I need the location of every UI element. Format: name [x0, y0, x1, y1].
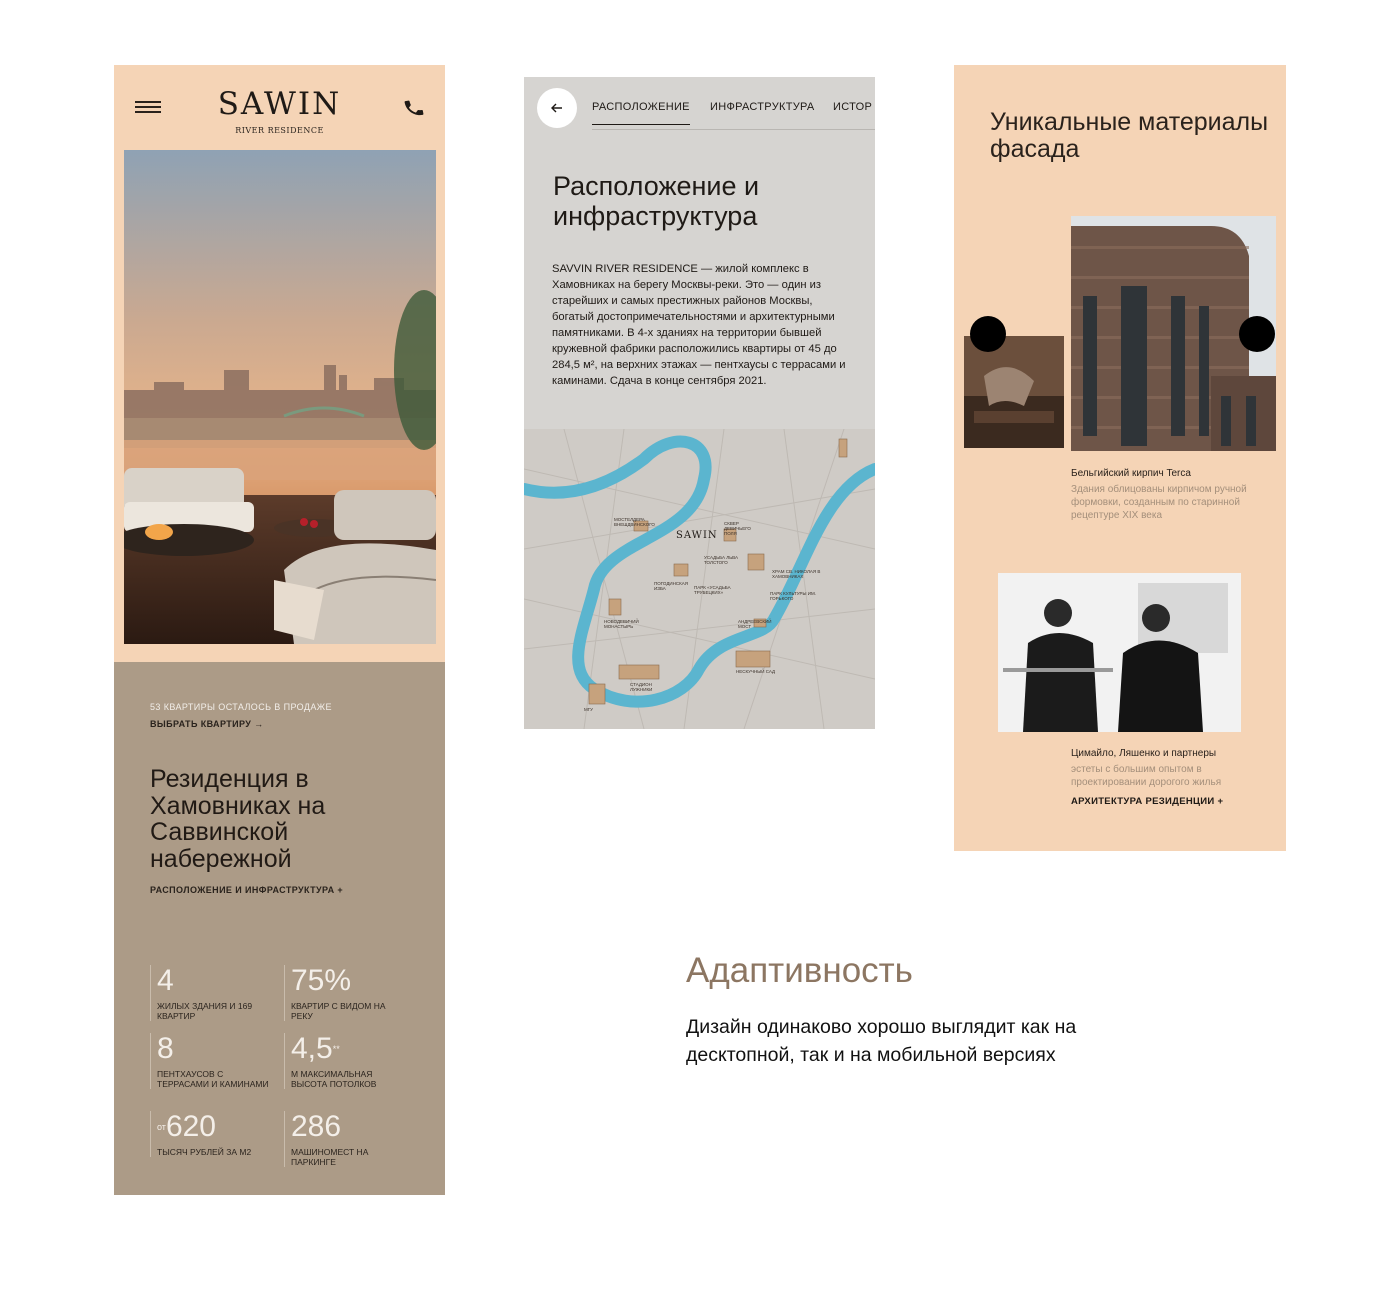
stat-label: МАШИНОМЕСТ НА ПАРКИНГЕ: [291, 1147, 369, 1167]
map-label: АНДРЕЕВСКИЙ МОСТ: [738, 619, 772, 629]
map-label: МГУ: [584, 707, 594, 712]
mobile-home-screen: [114, 65, 445, 1195]
location-description: SAVVIN RIVER RESIDENCE — жилой комплекс в Хамовниках на берегу Москвы-реки. Это — один из старейших и самых престижных районов Москвы, богатый достопримечательностями и архитектурными памятниками. В 4-х зданиях на территории бывшей кружевной фабрики расположились квартиры от 45 до 284,5 м², на верхних этажах — пентхаусы с террасами и каминами. Сдача в конце сентября 2021.: [552, 263, 846, 387]
map-logo: SAWIN: [676, 530, 718, 541]
stat-number-sup: от: [157, 1122, 166, 1132]
architects-photo: [998, 573, 1241, 732]
map-graphic: [524, 429, 875, 729]
architects-description: эстеты с большим опытом в проектировании дорогого жилья: [1071, 764, 1222, 788]
adaptivity-title: Адаптивность: [686, 951, 913, 990]
mobile-location-screen: [524, 77, 875, 729]
tab-infrastructure[interactable]: ИНФРАСТРУКТУРА: [710, 101, 815, 113]
tab-location[interactable]: РАСПОЛОЖЕНИЕ: [592, 101, 690, 125]
stat-number: [291, 1033, 404, 1065]
stat-penthouses: [150, 1033, 270, 1089]
stats-grid: [150, 965, 410, 1175]
stat-number: 4: [157, 964, 174, 997]
map-label: НОВОДЕВИЧИЙ МОНАСТЫРЬ: [604, 619, 639, 629]
stat-number: 286: [291, 1110, 342, 1143]
stat-number: [157, 1111, 270, 1143]
choose-apartment-link[interactable]: ВЫБРАТЬ КВАРТИРУ →: [150, 719, 264, 729]
map-label: УСАДЬБА ЛЬВА ТОЛСТОГО: [704, 555, 739, 565]
brick-caption: Бельгийский кирпич Terca: [1071, 468, 1191, 479]
map-label: СКВЕР ДЕВИЧЬЕГО ПОЛЯ: [724, 521, 751, 536]
logo-subtitle: RIVER RESIDENCE: [235, 126, 324, 135]
stat-label: ТЫСЯЧ РУБЛЕЙ ЗА М2: [157, 1147, 252, 1157]
residence-title: Резиденция в Хамовниках на Саввинской набережной: [150, 765, 326, 873]
stat-label: ПЕНТХАУСОВ С ТЕРРАСАМИ И КАМИНАМИ: [157, 1069, 269, 1089]
logo[interactable]: SAWIN: [217, 86, 342, 122]
hero-photo-area: [114, 150, 445, 662]
intro-section: [114, 662, 445, 1195]
map-label: ПАРК «УСАДЬБА ТРУБЕЦКИХ»: [694, 585, 731, 595]
stat-parking: [284, 1111, 404, 1167]
stat-buildings: [150, 965, 270, 1021]
stat-number-value: 4,5: [291, 1032, 333, 1065]
brick-description: Здания облицованы кирпичом ручной формовки, созданным по старинной рецептуре XIX века: [1071, 484, 1247, 521]
terrace-photo: [124, 150, 436, 644]
carousel-prev-button[interactable]: [970, 316, 1006, 352]
mobile-materials-screen: [954, 65, 1286, 851]
apartments-left-text: 53 КВАРТИРЫ ОСТАЛОСЬ В ПРОДАЖЕ: [150, 702, 332, 712]
tab-history[interactable]: ИСТОР: [833, 101, 873, 113]
stat-number-sup: **: [332, 1044, 340, 1054]
stat-price: [150, 1111, 270, 1157]
map-label: ПОГОДИНСКАЯ ИЗБА: [654, 581, 688, 591]
location-link[interactable]: РАСПОЛОЖЕНИЕ И ИНФРАСТРУКТУРА +: [150, 885, 344, 895]
header: [114, 65, 445, 150]
carousel-next-button[interactable]: [1239, 316, 1275, 352]
map-label: НЕСКУЧНЫЙ САД: [736, 669, 776, 674]
materials-title: Уникальные материалы фасада: [990, 108, 1269, 163]
phone-icon[interactable]: [403, 97, 425, 119]
stat-label: М МАКСИМАЛЬНАЯ ВЫСОТА ПОТОЛКОВ: [291, 1069, 377, 1089]
arrow-left-icon: [537, 88, 577, 128]
stat-number: 8: [157, 1032, 174, 1065]
stat-ceiling: [284, 1033, 404, 1089]
architecture-link[interactable]: АРХИТЕКТУРА РЕЗИДЕНЦИИ +: [1071, 796, 1224, 807]
craftsman-photo: [964, 336, 1064, 448]
location-title: Расположение и инфраструктура: [553, 171, 760, 231]
stat-label: КВАРТИР С ВИДОМ НА РЕКУ: [291, 1001, 386, 1021]
map-label: МОСТЕЛДЕРА ВНЕШДВИНСКОГО: [614, 517, 655, 527]
stat-number: 75%: [291, 964, 352, 997]
map-label: ХРАМ СВ. НИКОЛАЯ В ХАМОВНИКАХ: [772, 569, 821, 579]
architects-caption: Цимайло, Ляшенко и партнеры: [1071, 748, 1217, 759]
back-button[interactable]: [537, 88, 577, 128]
stat-river-view: [284, 965, 404, 1021]
adaptivity-text: Дизайн одинаково хорошо выглядит как на десктопной, так и на мобильной версиях: [686, 1016, 1077, 1066]
stat-number-value: 620: [165, 1110, 216, 1143]
tabs-divider: [592, 129, 875, 130]
map-label: ПАРК КУЛЬТУРЫ ИМ. ГОРЬКОГО: [770, 591, 817, 601]
map-label: СТАДИОН ЛУЖНИКИ: [630, 682, 653, 692]
stat-label: ЖИЛЫХ ЗДАНИЯ И 169 КВАРТИР: [157, 1001, 253, 1021]
district-map[interactable]: [524, 429, 875, 729]
